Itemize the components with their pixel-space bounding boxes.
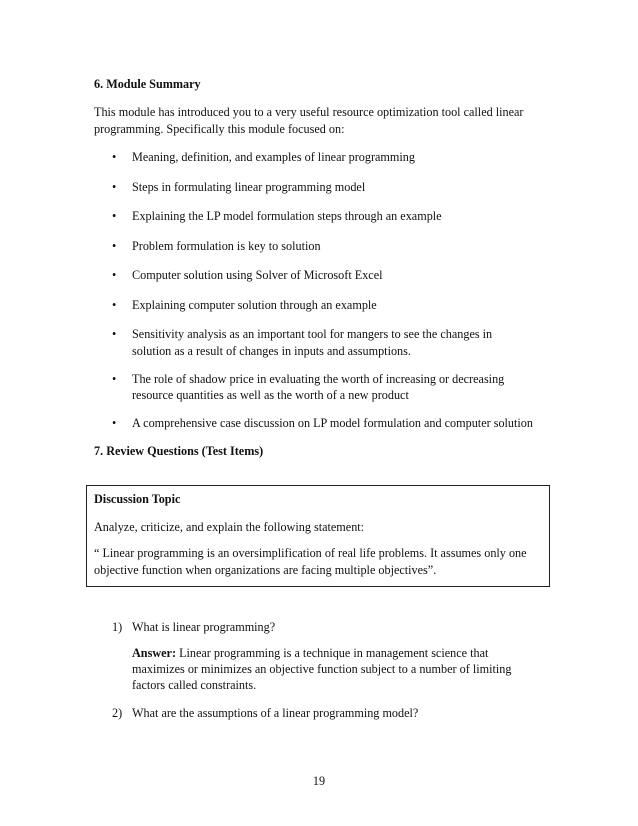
bullet-icon: • <box>112 268 117 282</box>
answer-line-2: maximizes or minimizes an objective function subject to a number of limiting <box>132 662 512 676</box>
bullet-icon: • <box>112 209 117 223</box>
bullet-text: Explaining the LP model formulation steps through an example <box>132 209 442 223</box>
question-number: 1) <box>112 620 123 634</box>
question-text: What is linear programming? <box>132 620 276 634</box>
discussion-topic-box <box>86 485 550 587</box>
bullet-text: Problem formulation is key to solution <box>132 239 321 253</box>
bullet-icon: • <box>112 298 117 312</box>
bullet-text: Meaning, definition, and examples of linear programming <box>132 150 415 164</box>
bullet-icon: • <box>112 150 117 164</box>
module-summary-heading: 6. Module Summary <box>94 77 201 91</box>
discussion-topic-title: Discussion Topic <box>94 492 181 506</box>
bullet-icon: • <box>112 372 117 386</box>
bullet-text: The role of shadow price in evaluating the worth of increasing or decreasing <box>132 372 505 386</box>
question-number: 2) <box>112 706 123 720</box>
answer-line-1 <box>132 645 546 662</box>
bullet-text: Computer solution using Solver of Microsoft Excel <box>132 268 383 282</box>
question-text: What are the assumptions of a linear programming model? <box>132 706 419 720</box>
bullet-text: solution as a result of changes in inputs and assumptions. <box>132 344 411 358</box>
answer-text: Linear programming is a technique in management science that <box>176 646 489 660</box>
bullet-text: Explaining computer solution through an example <box>132 298 377 312</box>
bullet-text: Steps in formulating linear programming model <box>132 180 366 194</box>
answer-label: Answer: <box>132 646 177 660</box>
bullet-icon: • <box>112 180 117 194</box>
bullet-icon: • <box>112 327 117 341</box>
intro-line-2: programming. Specifically this module focused on: <box>94 122 345 136</box>
bullet-text: Sensitivity analysis as an important tool for mangers to see the changes in <box>132 327 493 341</box>
page-number: 19 <box>312 774 326 788</box>
discussion-instruction: Analyze, criticize, and explain the following statement: <box>94 520 365 534</box>
bullet-text: resource quantities as well as the worth of a new product <box>132 388 409 402</box>
bullet-text: A comprehensive case discussion on LP model formulation and computer solution <box>132 416 533 430</box>
answer-line-3: factors called constraints. <box>132 678 257 692</box>
bullet-icon: • <box>112 416 117 430</box>
bullet-icon: • <box>112 239 117 253</box>
intro-line-1: This module has introduced you to a very useful resource optimization tool called linear <box>94 105 524 119</box>
discussion-quote-line-2: objective function when organizations are facing multiple objectives”. <box>94 563 437 577</box>
discussion-quote-line-1: “ Linear programming is an oversimplification of real life problems. It assumes only one <box>94 546 527 560</box>
review-questions-heading: 7. Review Questions (Test Items) <box>94 444 264 458</box>
